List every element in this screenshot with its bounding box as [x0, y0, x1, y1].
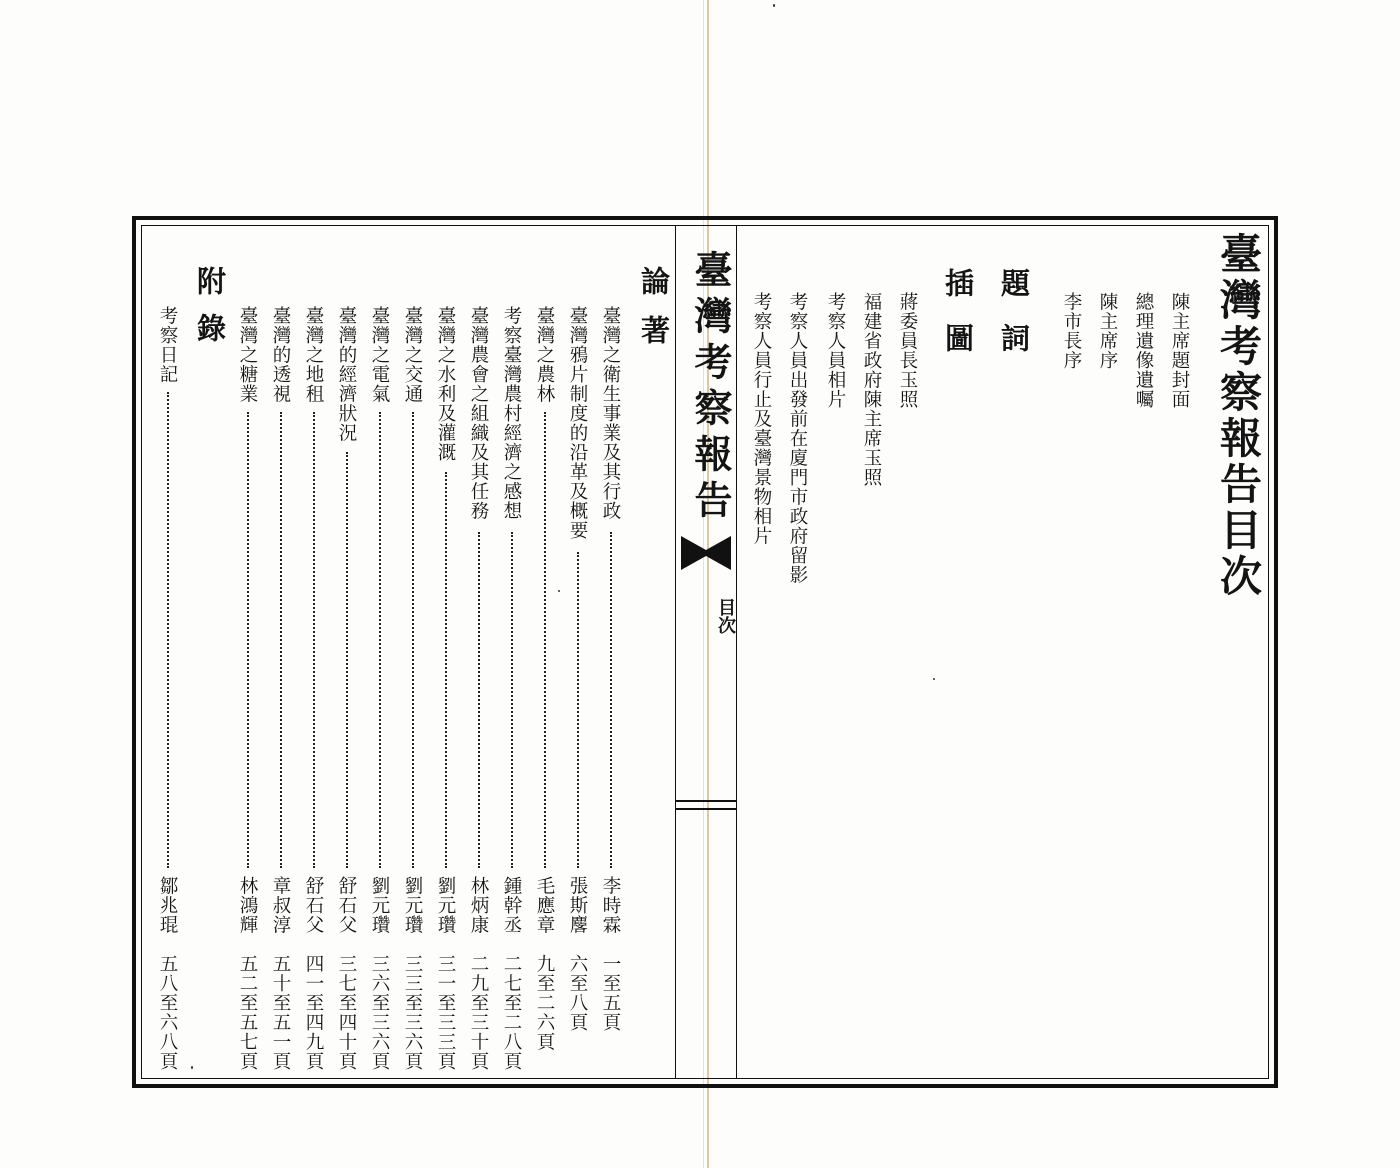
entry-title: 考察臺灣農村經濟之感想 [501, 306, 522, 521]
entry-author: 毛應章 [534, 876, 555, 935]
toc-item: 考察人員出發前在廈門市政府留影 [787, 292, 808, 585]
print-speck [933, 678, 935, 680]
toc-entry [333, 306, 363, 1074]
toc-entry [597, 306, 627, 1074]
entry-pages: 二九至三十頁 [468, 954, 489, 1071]
entry-title: 臺灣的經濟狀況 [336, 306, 357, 443]
toc-item: 考察人員行止及臺灣景物相片 [751, 292, 772, 546]
entry-author: 劉元瓚 [402, 876, 423, 935]
center-divider [675, 800, 737, 802]
entry-title: 臺灣之地租 [303, 306, 324, 404]
toc-entry [465, 306, 495, 1074]
entry-author: 劉元瓚 [369, 876, 390, 935]
section-heading-fulu: 附錄 [193, 266, 227, 360]
toc-item: 陳主席序 [1097, 292, 1118, 370]
toc-item: 蔣委員長玉照 [897, 292, 918, 409]
section-heading-tici: 題詞 [997, 268, 1031, 378]
toc-entry [234, 306, 264, 1074]
print-speck [773, 4, 775, 7]
toc-item: 陳主席題封面 [1169, 292, 1190, 409]
print-speck [191, 1066, 193, 1069]
entry-pages: 四一至四九頁 [303, 954, 324, 1071]
toc-entry [154, 306, 184, 1074]
entry-pages: 九至二六頁 [534, 954, 555, 1052]
toc-entry [366, 306, 396, 1074]
entry-title: 臺灣鴉片制度的沿革及概要 [567, 306, 588, 540]
entry-pages: 三七至四十頁 [336, 954, 357, 1071]
entry-author: 舒石父 [303, 876, 324, 935]
entry-pages: 一至五頁 [600, 954, 621, 1032]
entry-author: 劉元瓚 [435, 876, 456, 935]
leader-dots [167, 392, 169, 868]
page-title: 臺灣考察報告目次 [1214, 232, 1263, 600]
section-heading-lunzhu: 論著 [637, 266, 671, 364]
entry-author: 林鴻輝 [237, 876, 258, 935]
entry-title: 臺灣農會之組織及其任務 [468, 306, 489, 521]
entry-author: 林炳康 [468, 876, 489, 935]
entry-pages: 六至八頁 [567, 954, 588, 1032]
entry-title: 臺灣之農林 [534, 306, 555, 404]
leader-dots [280, 412, 282, 868]
toc-item: 福建省政府陳主席玉照 [861, 292, 882, 487]
book-title: 臺灣考察報告 [688, 250, 733, 526]
entry-author: 鍾幹丞 [501, 876, 522, 935]
leader-dots [478, 532, 480, 868]
center-label: 目次 [715, 598, 736, 634]
leader-dots [346, 452, 348, 868]
leader-dots [412, 412, 414, 868]
toc-entry [564, 306, 594, 1074]
toc-entry [531, 306, 561, 1074]
entry-author: 李時霖 [600, 876, 621, 935]
section-heading-chatu: 插圖 [941, 268, 975, 378]
entry-title: 臺灣的透視 [270, 306, 291, 404]
leader-dots [544, 412, 546, 868]
entry-author: 章叔淳 [270, 876, 291, 935]
toc-entry [267, 306, 297, 1074]
entry-author: 舒石父 [336, 876, 357, 935]
entry-pages: 三六至三六頁 [369, 954, 390, 1071]
leader-dots [445, 472, 447, 868]
entry-title: 臺灣之糖業 [237, 306, 258, 404]
toc-entry [399, 306, 429, 1074]
entry-title: 考察日記 [157, 306, 178, 384]
entry-pages: 五二至五七頁 [237, 954, 258, 1071]
leader-dots [313, 412, 315, 868]
entry-title: 臺灣之交通 [402, 306, 423, 404]
leader-dots [379, 412, 381, 868]
entry-pages: 三三至三六頁 [402, 954, 423, 1071]
toc-entry [432, 306, 462, 1074]
entry-title: 臺灣之電氣 [369, 306, 390, 404]
entry-author: 張斯麐 [567, 876, 588, 935]
entry-pages: 三一至三三頁 [435, 954, 456, 1071]
entry-pages: 五八至六八頁 [157, 954, 178, 1071]
leader-dots [577, 552, 579, 868]
fishtail-mark-icon [681, 536, 731, 570]
leader-dots [610, 532, 612, 868]
entry-title: 臺灣之衛生事業及其行政 [600, 306, 621, 521]
leader-dots [247, 412, 249, 868]
entry-title: 臺灣之水利及灌溉 [435, 306, 456, 462]
entry-author: 鄒兆琨 [157, 876, 178, 935]
toc-item: 總理遺像遺囑 [1133, 292, 1154, 409]
toc-item: 李市長序 [1061, 292, 1082, 370]
entry-pages: 二七至二八頁 [501, 954, 522, 1071]
print-speck [558, 590, 560, 592]
toc-entry [300, 306, 330, 1074]
toc-item: 考察人員相片 [825, 292, 846, 409]
entry-pages: 五十至五一頁 [270, 954, 291, 1071]
leader-dots [511, 532, 513, 868]
toc-entry [498, 306, 528, 1074]
center-divider [675, 808, 737, 810]
